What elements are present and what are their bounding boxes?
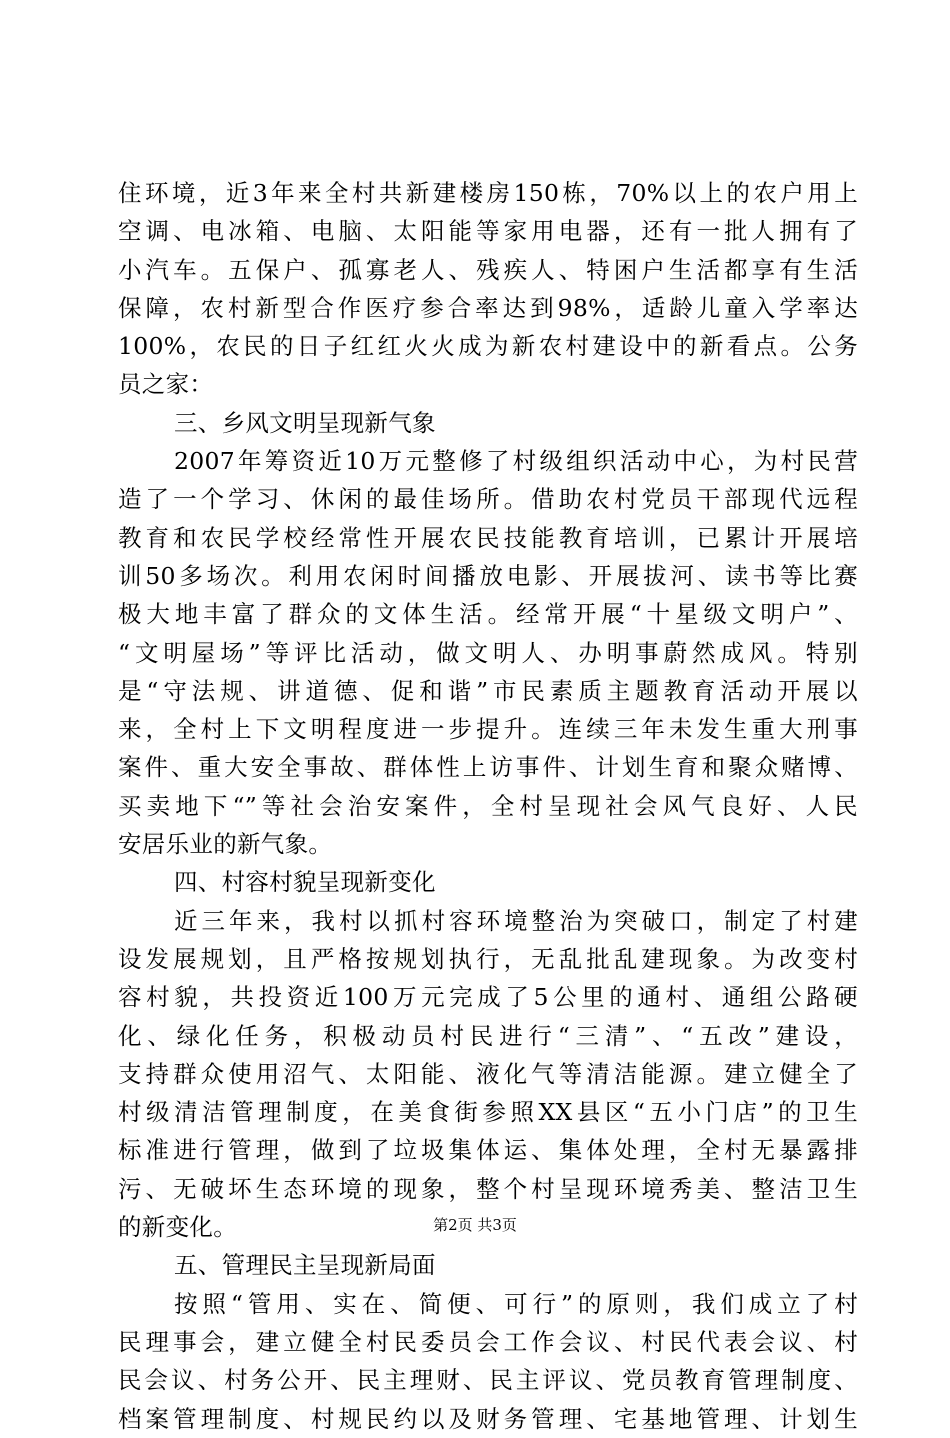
text-line: 安居乐业的新气象。 bbox=[118, 830, 333, 859]
text-line: 训50多场次。利用农闲时间播放电影、开展拔河、读书等比赛 bbox=[118, 561, 858, 590]
text-line: 员之家： bbox=[118, 370, 214, 399]
text-line: 的新变化。 bbox=[118, 1213, 237, 1242]
text-line: 村级清洁管理制度，在美食街参照XX县区“五小门店”的卫生 bbox=[118, 1098, 858, 1127]
text-line: 买卖地下“”等社会治安案件，全村呈现社会风气良好、人民 bbox=[118, 791, 858, 820]
text-line: 是“守法规、讲道德、促和谐”市民素质主题教育活动开展以 bbox=[118, 676, 858, 705]
text-line: 污、无破坏生态环境的现象，整个村呈现环境秀美、整洁卫生 bbox=[118, 1174, 858, 1203]
text-line: 空调、电冰箱、电脑、太阳能等家用电器，还有一批人拥有了 bbox=[118, 217, 858, 246]
text-line: 小汽车。五保户、孤寡老人、残疾人、特困户生活都享有生活 bbox=[118, 255, 858, 284]
section-heading: 四、村容村貌呈现新变化 bbox=[174, 868, 436, 897]
section-heading: 三、乡风文明呈现新气象 bbox=[174, 408, 436, 437]
text-line: 100%，农民的日子红红火火成为新农村建设中的新看点。公务 bbox=[118, 332, 858, 361]
text-line: 民理事会，建立健全村民委员会工作会议、村民代表会议、村 bbox=[118, 1327, 858, 1356]
text-line: 设发展规划，且严格按规划执行，无乱批乱建现象。为改变村 bbox=[118, 944, 858, 973]
text-line: 案件、重大安全事故、群体性上访事件、计划生育和聚众赌博、 bbox=[118, 753, 858, 782]
text-line: 容村貌，共投资近100万元完成了5公里的通村、通组公路硬 bbox=[118, 983, 858, 1012]
text-line: 近三年来，我村以抓村容环境整治为突破口，制定了村建 bbox=[174, 906, 858, 935]
text-line: 支持群众使用沼气、太阳能、液化气等清洁能源。建立健全了 bbox=[118, 1059, 858, 1088]
text-line: 按照“管用、实在、简便、可行”的原则，我们成立了村 bbox=[174, 1289, 858, 1318]
text-line: 2007年筹资近10万元整修了村级组织活动中心，为村民营 bbox=[174, 447, 858, 476]
document-body bbox=[118, 174, 858, 1438]
text-line: 住环境，近3年来全村共新建楼房150栋，70%以上的农户用上 bbox=[118, 179, 858, 207]
text-line: 来，全村上下文明程度进一步提升。连续三年未发生重大刑事 bbox=[118, 715, 858, 744]
text-line: 教育和农民学校经常性开展农民技能教育培训，已累计开展培 bbox=[118, 523, 858, 552]
text-line: “文明屋场”等评比活动，做文明人、办明事蔚然成风。特别 bbox=[118, 638, 858, 667]
text-line: 造了一个学习、休闲的最佳场所。借助农村党员干部现代远程 bbox=[118, 485, 858, 514]
text-line: 保障，农村新型合作医疗参合率达到98%，适龄儿童入学率达 bbox=[118, 293, 858, 322]
text-line: 极大地丰富了群众的文体生活。经常开展“十星级文明户”、 bbox=[118, 600, 858, 629]
text-line: 民会议、村务公开、民主理财、民主评议、党员教育管理制度、 bbox=[118, 1366, 858, 1395]
page-footer: 第2页 共3页 bbox=[433, 1216, 517, 1234]
text-line: 化、绿化任务，积极动员村民进行“三清”、“五改”建设， bbox=[118, 1021, 858, 1050]
text-line: 标准进行管理，做到了垃圾集体运、集体处理，全村无暴露排 bbox=[118, 1136, 858, 1165]
text-line: 档案管理制度、村规民约以及财务管理、宅基地管理、计划生 bbox=[118, 1404, 858, 1433]
section-heading: 五、管理民主呈现新局面 bbox=[174, 1251, 436, 1280]
